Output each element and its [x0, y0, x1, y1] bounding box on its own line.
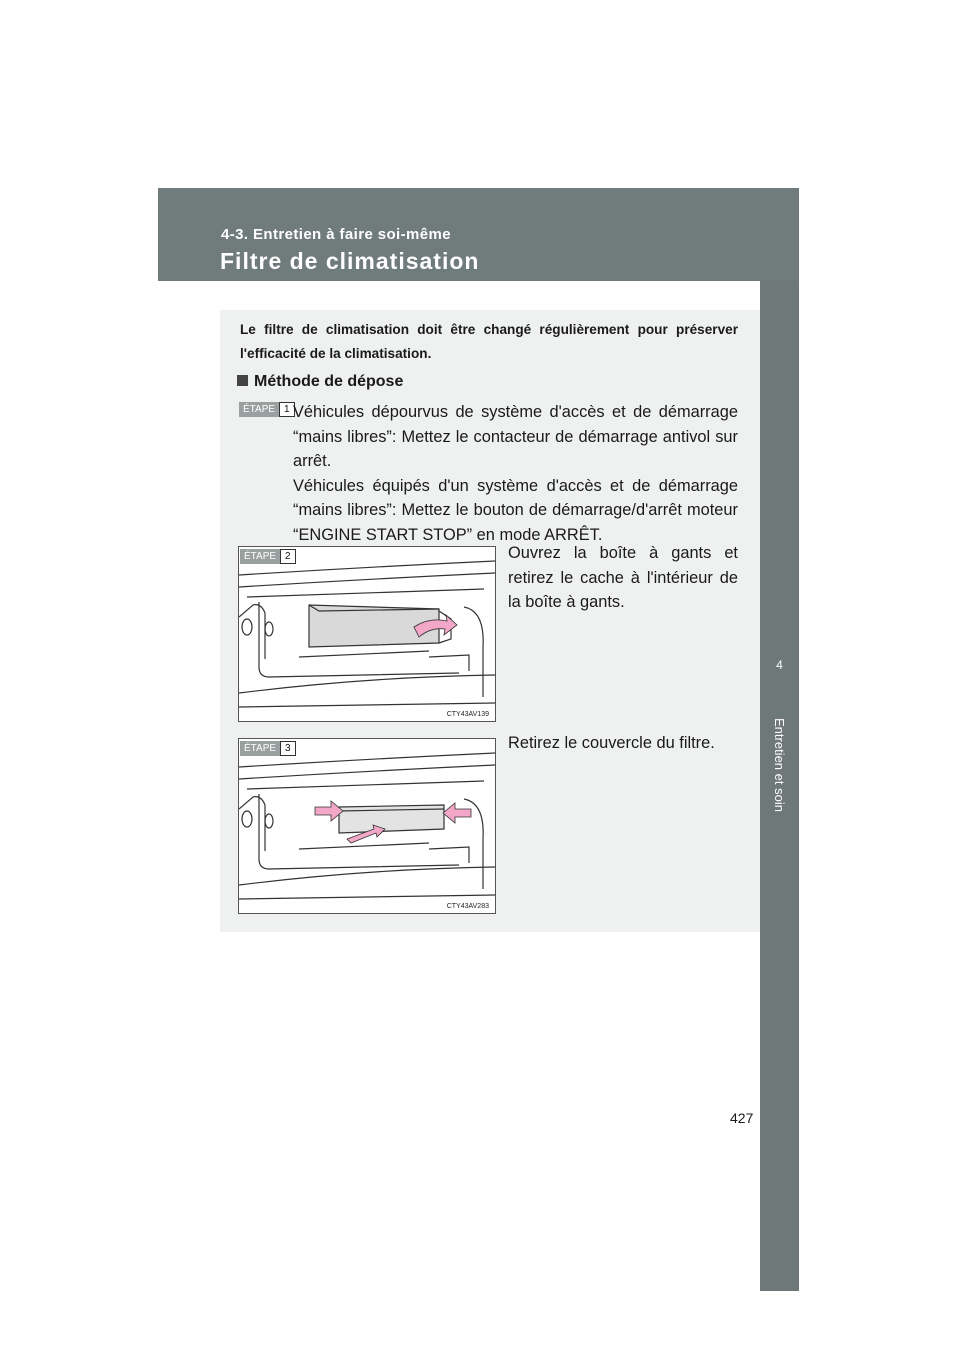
step-badge-number: 2 [280, 549, 296, 564]
subheading-text: Méthode de dépose [254, 373, 404, 390]
step-1-text [293, 400, 738, 547]
subheading [237, 373, 403, 391]
step-badge-number: 3 [280, 741, 296, 756]
pink-arrow-left-icon [443, 803, 471, 823]
step-1-paragraph-2: Véhicules équipés d'un système d'accès et de démarrage “mains libres”: Mettez le bouton de démarrage/d'arrêt moteur “ENGINE START STOP” en mode ARRÊT. [293, 476, 738, 544]
step-3-text: Retirez le couvercle du filtre. [508, 734, 715, 752]
step-badge-1 [239, 402, 295, 417]
step-badge-3 [240, 741, 296, 756]
chapter-number: 4 [776, 658, 783, 672]
step-badge-label: ÉTAPE [240, 549, 280, 564]
section-label: 4-3. Entretien à faire soi-même [221, 226, 451, 243]
page-title: Filtre de climatisation [220, 248, 480, 274]
step-1-paragraph-1: Véhicules dépourvus de système d'accès et de démarrage “mains libres”: Mettez le contacteur de démarrage antivol sur arrêt. [293, 403, 738, 470]
step-badge-number: 1 [279, 402, 295, 417]
step-badge-label: ÉTAPE [240, 741, 280, 756]
step-2-illustration [238, 546, 496, 722]
figure-code: CTY43AV283 [446, 903, 489, 910]
page-number: 427 [730, 1110, 754, 1126]
step-2-text: Ouvrez la boîte à gants et retirez le cache à l'intérieur de la boîte à gants. [508, 544, 738, 611]
filter-cover-drawing [239, 739, 495, 913]
step-badge-2 [240, 549, 296, 564]
step-3-illustration [238, 738, 496, 914]
intro-text: Le filtre de climatisation doit être changé régulièrement pour préserver l'efficacité de la climatisation. [240, 322, 738, 361]
step-badge-label: ÉTAPE [239, 402, 279, 417]
chapter-label: Entretien et soin [772, 718, 787, 812]
glovebox-cover-drawing [239, 547, 495, 721]
figure-code: CTY43AV139 [446, 711, 489, 718]
square-bullet-icon [237, 375, 248, 386]
